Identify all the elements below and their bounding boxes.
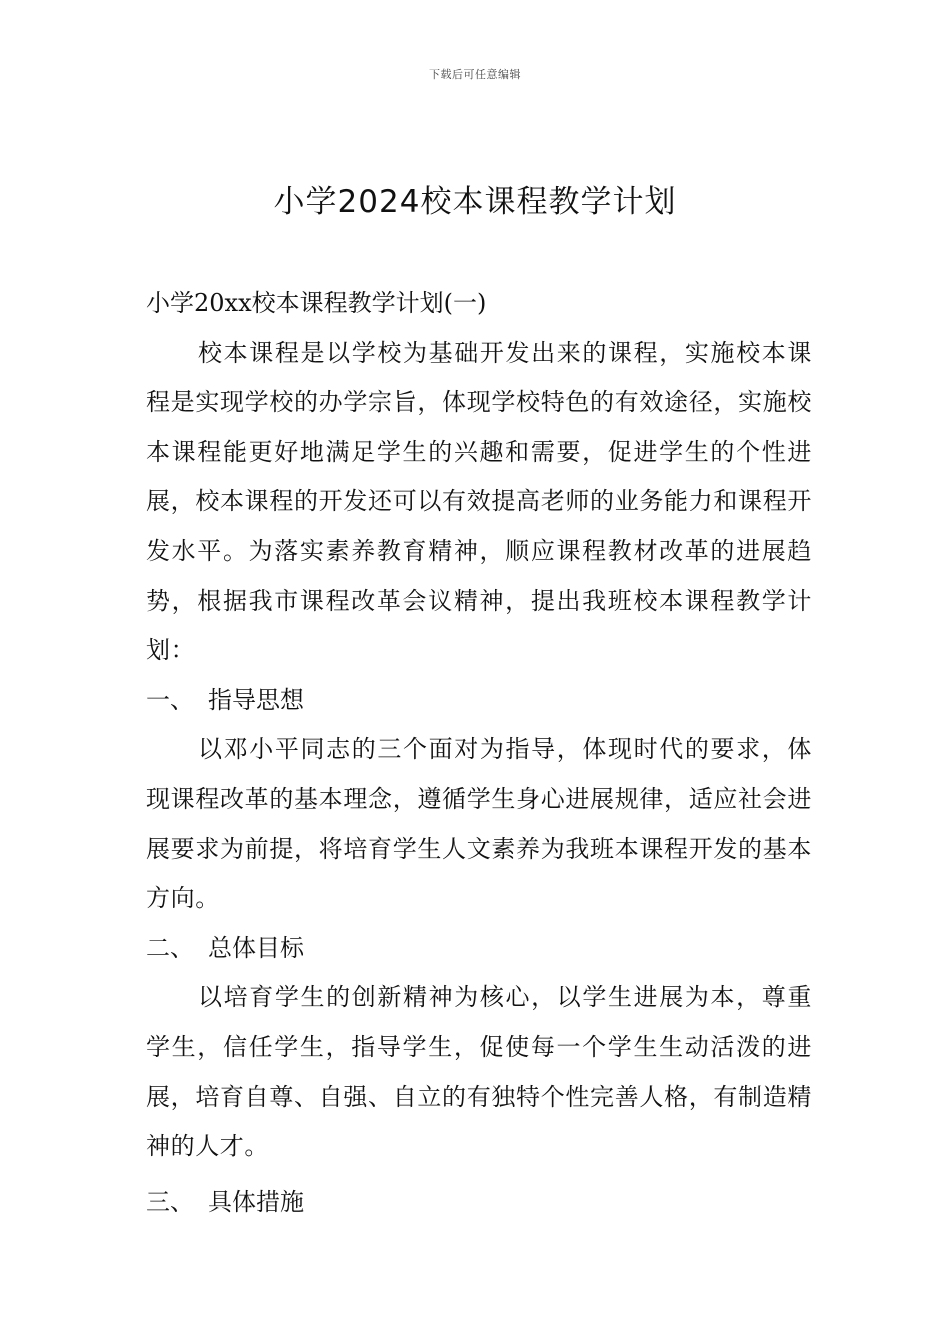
section-heading-text: 指导思想 [208,685,304,714]
section-heading-text: 总体目标 [208,933,304,962]
section-heading-text: 具体措施 [208,1187,304,1216]
section-body-2: 以培育学生的创新精神为核心，以学生进展为本，尊重学生，信任学生，指导学生，促使每一个学生生动活泼的进展，培育自尊、自强、自立的有独特个性完善人格，有制造精神的人才。 [146,983,812,1161]
header-note: 下载后可任意编辑 [429,68,521,81]
section-heading-3 [146,1178,812,1228]
subtitle: 小学20xx校本课程教学计划(一) [146,289,487,317]
document-title: 小学2024校本课程教学计划 [273,184,677,220]
section-heading-2 [146,924,812,974]
section-body-1: 以邓小平同志的三个面对为指导，体现时代的要求，体现课程改革的基本理念，遵循学生身心进展规律，适应社会进展要求为前提，将培育学生人文素养为我班本课程开发的基本方向。 [146,735,812,913]
document-body [146,279,812,1227]
section-number: 二、 [146,933,194,962]
intro-paragraph: 校本课程是以学校为基础开发出来的课程，实施校本课程是实现学校的办学宗旨，体现学校特色的有效途径，实施校本课程能更好地满足学生的兴趣和需要，促进学生的个性进展，校本课程的开发还可以有效提高老师的业务能力和课程开发水平。为落实素养教育精神，顺应课程教材改革的进展趋势，根据我市课程改革会议精神，提出我班校本课程教学计划： [146,338,812,665]
section-heading-1 [146,676,812,726]
section-number: 三、 [146,1187,194,1216]
section-number: 一、 [146,685,194,714]
